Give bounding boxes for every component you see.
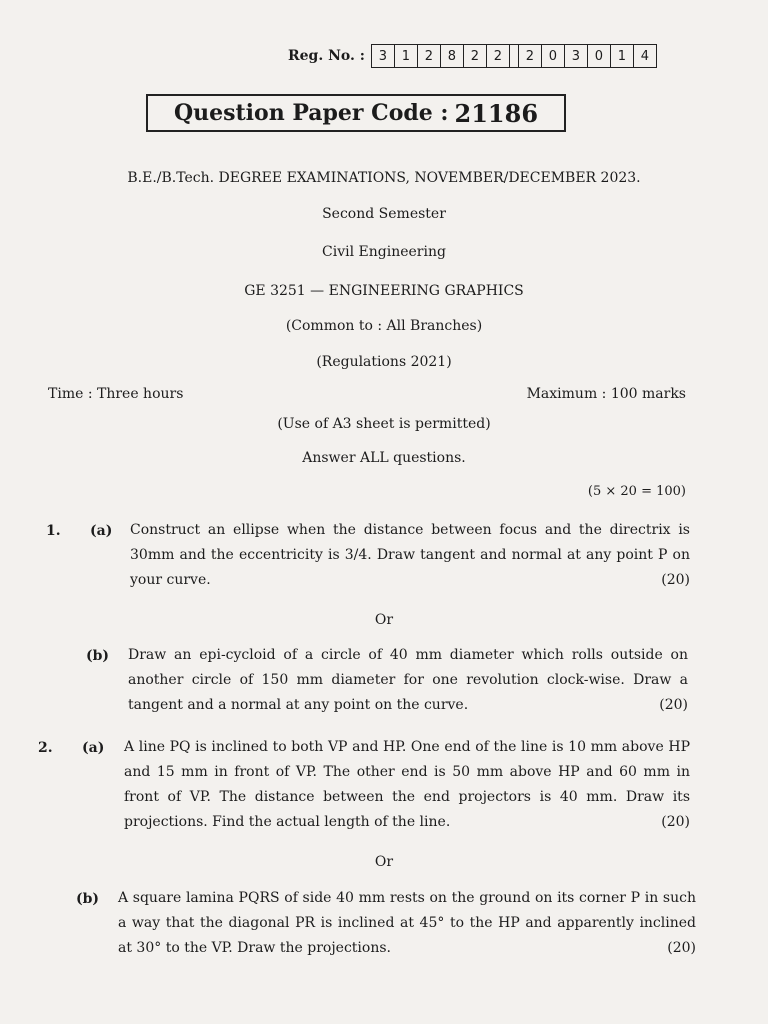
regulations: (Regulations 2021) [316, 354, 452, 370]
question-number: 1. [46, 523, 61, 539]
question-paper-code [146, 94, 566, 132]
reg-digit: 0 [588, 45, 611, 67]
question-text [124, 735, 690, 835]
reg-digit: 4 [640, 48, 650, 64]
reg-digit: 1 [395, 45, 418, 67]
question-text [118, 886, 696, 961]
part-label: (b) [76, 891, 100, 907]
reg-digit: 1 [611, 45, 634, 67]
time: Time : Three hours [48, 386, 184, 402]
reg-digit: 0 [542, 45, 565, 67]
semester: Second Semester [322, 206, 446, 222]
max-marks: Maximum : 100 marks [526, 386, 686, 402]
question-body: A line PQ is inclined to both VP and HP. One end of the line is 10 mm above HP and 15 mm in front of VP. The other end is 50 mm above HP and 60 mm in front of VP. The distance between the end projectors is 40 mm. Draw its projections. Find the actual length of the line. [124, 739, 690, 830]
reg-digit: 2 [487, 45, 510, 67]
reg-label: Reg. No. : [288, 48, 365, 64]
question-number: 2. [38, 740, 53, 756]
time-marks-row [48, 386, 686, 402]
question-text [128, 643, 688, 718]
part-label: (b) [86, 648, 110, 664]
reg-digit: 2 [519, 45, 542, 67]
question-marks: (20) [659, 697, 688, 713]
branch: Civil Engineering [322, 244, 446, 260]
reg-digit: 2 [418, 45, 441, 67]
reg-digit: 8 [441, 45, 464, 67]
question-body: Construct an ellipse when the distance between focus and the directrix is 30mm and the eccentricity is 3/4. Draw tangent and normal at any point P on your curve. [130, 522, 690, 588]
exam-title: B.E./B.Tech. DEGREE EXAMINATIONS, NOVEMBER/DECEMBER 2023. [127, 170, 641, 186]
reg-boxes [371, 44, 657, 68]
or-separator: Or [374, 612, 394, 628]
part-label: (a) [82, 740, 105, 756]
question-marks: (20) [661, 814, 690, 830]
question-body: A square lamina PQRS of side 40 mm rests on the ground on its corner P in such a way that the diagonal PR is inclined at 45° to the HP and apparently inclined at 30° to the VP. Draw the projections. [118, 890, 696, 956]
reg-digit: 3 [372, 45, 395, 67]
reg-digit: 2 [464, 45, 487, 67]
reg-number [288, 44, 657, 68]
common-note: (Common to : All Branches) [285, 318, 483, 334]
or-separator: Or [374, 854, 394, 870]
marks-scheme: (5 × 20 = 100) [587, 484, 686, 499]
question-text [130, 518, 690, 593]
instruction: Answer ALL questions. [302, 450, 466, 466]
question-marks: (20) [667, 940, 696, 956]
question-body: Draw an epi-cycloid of a circle of 40 mm diameter which rolls outside on another circle of 150 mm diameter for one revolution clock-wise. Draw a tangent and a normal at any point on the curve. [128, 647, 688, 713]
subject: GE 3251 — ENGINEERING GRAPHICS [244, 283, 524, 299]
code-number: 21186 [454, 98, 539, 128]
reg-gap [510, 45, 519, 67]
reg-digit: 3 [565, 45, 588, 67]
question-marks: (20) [661, 572, 690, 588]
a3-note: (Use of A3 sheet is permitted) [277, 416, 491, 432]
code-label: Question Paper Code : [173, 100, 449, 126]
part-label: (a) [90, 523, 113, 539]
